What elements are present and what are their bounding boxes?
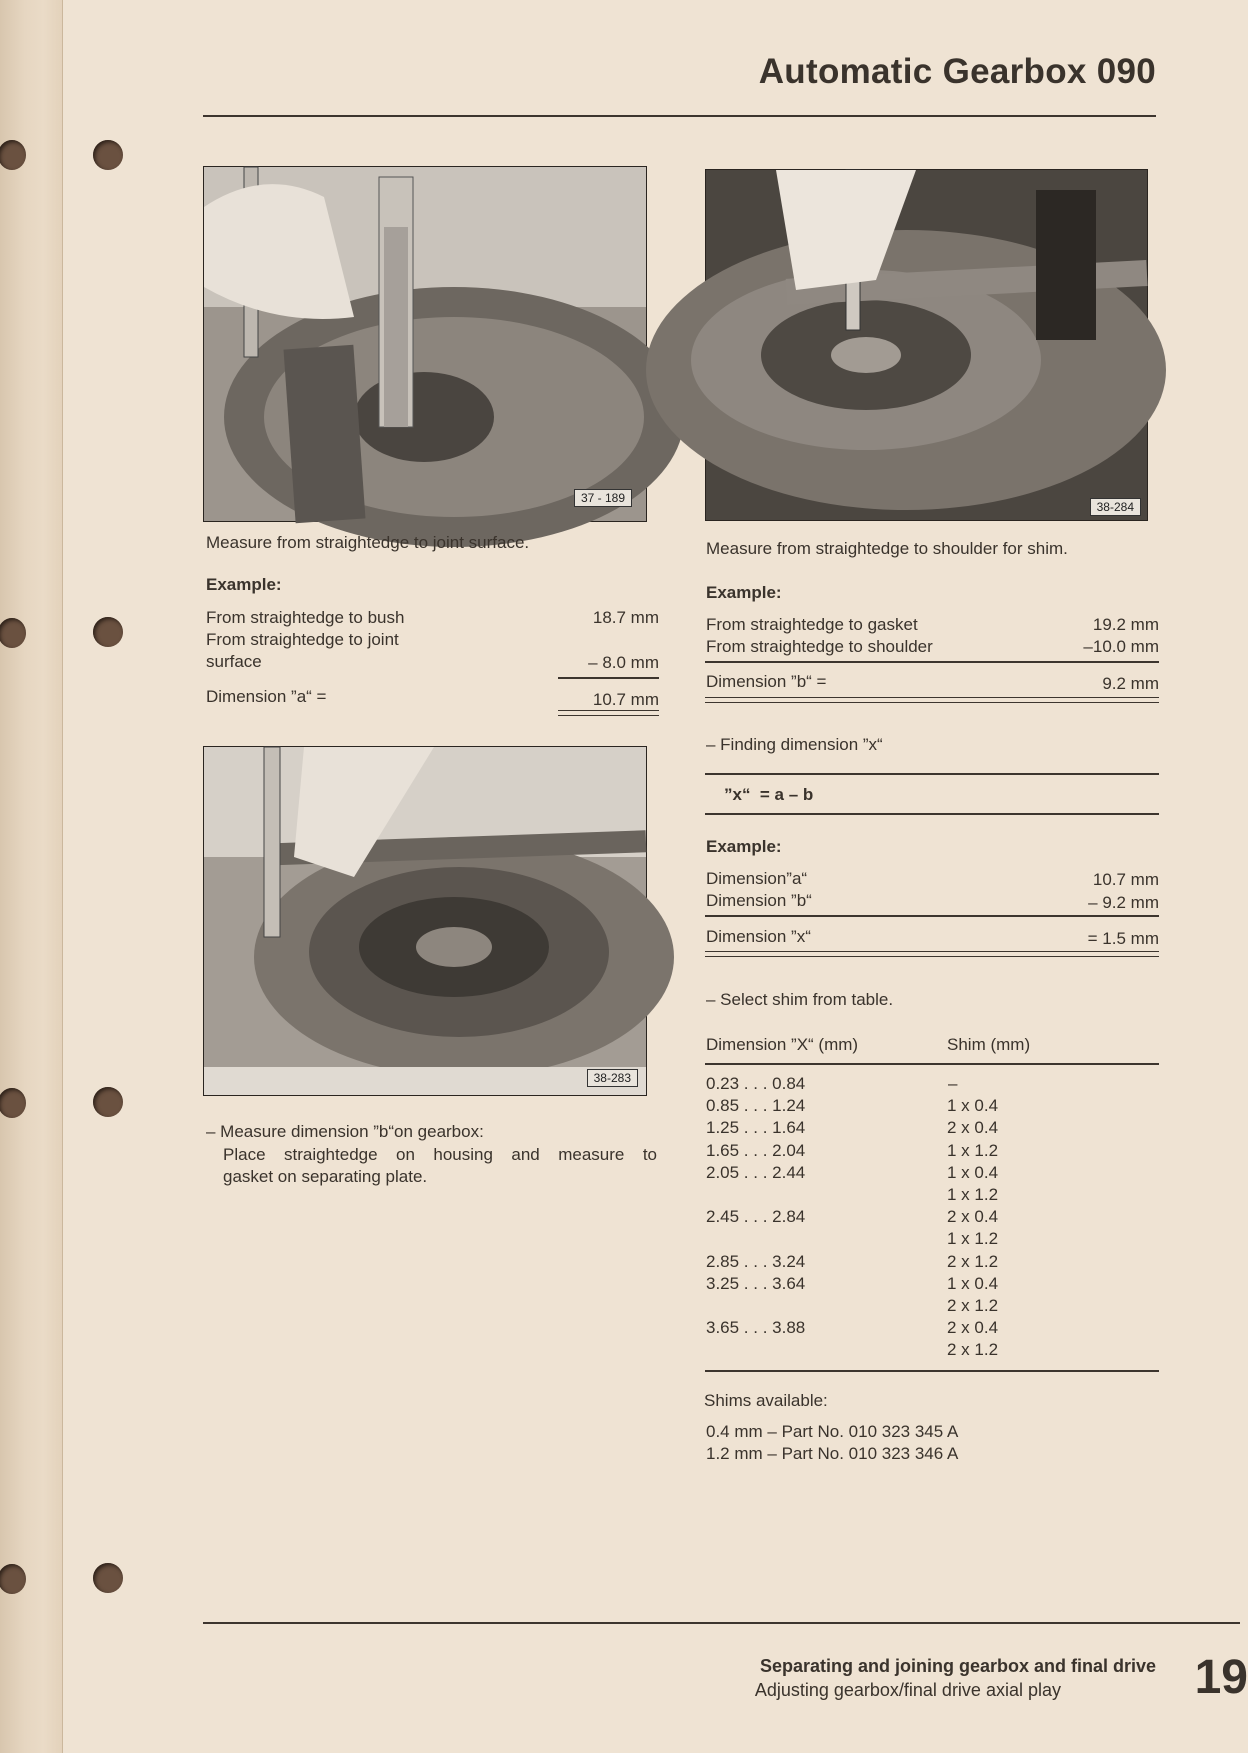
punch-hole (93, 617, 123, 647)
example-row-label: surface (206, 652, 262, 671)
example-row-label: Dimension”a“ (706, 869, 808, 888)
shim-dimension-range: 2.85 . . . 3.24 (706, 1251, 806, 1271)
shim-table-header-dimension: Dimension ”X“ (mm) (706, 1035, 859, 1054)
measure-b-instruction: – Measure dimension ”b“on gearbox: (206, 1122, 484, 1141)
finding-x-intro: – Finding dimension ”x“ (706, 735, 883, 754)
footer-subtitle: Adjusting gearbox/final drive axial play (754, 1680, 1061, 1700)
figure-2-caption: Measure from straightedge to shoulder for shim. (706, 539, 1068, 558)
figure-label: 37 - 189 (574, 489, 632, 507)
footer-section-title: Separating and joining gearbox and final drive (759, 1656, 1156, 1676)
example-row-label: From straightedge to gasket (706, 615, 918, 634)
shim-dimension-range: 0.85 . . . 1.24 (706, 1096, 806, 1116)
shim-table (706, 1074, 1146, 1362)
shim-selection: 1 x 0.4 (947, 1096, 999, 1116)
binder-edge (0, 0, 63, 1753)
shim-dimension-range (706, 1340, 947, 1362)
example-row-label: From straightedge to joint (206, 630, 399, 649)
page-title: Automatic Gearbox 090 (758, 52, 1156, 91)
figure-label: 38-283 (587, 1069, 638, 1087)
shim-table-row (706, 1074, 1146, 1096)
shim-table-row (706, 1318, 1146, 1340)
shim-dimension-range: 1.25 . . . 1.64 (706, 1118, 806, 1138)
example-row-value: –10.0 mm (1083, 637, 1159, 656)
shim-part-number: 1.2 mm – Part No. 010 323 346 A (706, 1444, 959, 1463)
dimension-a-label: Dimension ”a“ = (206, 687, 327, 706)
formula-bottom-rule (705, 813, 1159, 815)
shim-dimension-range: 3.65 . . . 3.88 (706, 1318, 806, 1338)
punch-hole (93, 1563, 123, 1593)
figure-37-189 (203, 166, 647, 522)
subtotal-rule (558, 677, 659, 679)
shim-table-row (706, 1096, 1146, 1118)
punch-hole (93, 140, 123, 170)
example-heading: Example: (206, 575, 282, 594)
total-double-rule (705, 697, 1159, 703)
page-number: 19 (1194, 1651, 1248, 1704)
shim-table-bottom-rule (705, 1370, 1159, 1372)
shim-dimension-range (706, 1296, 947, 1318)
figure-38-284 (705, 169, 1148, 521)
example-row-value: – 9.2 mm (1088, 893, 1159, 912)
shim-selection: 2 x 1.2 (947, 1251, 999, 1271)
shim-selection: 2 x 0.4 (947, 1318, 999, 1338)
shim-selection: 1 x 0.4 (947, 1273, 999, 1293)
shim-table-row (706, 1185, 1146, 1207)
shim-dimension-range: 0.23 . . . 0.84 (706, 1074, 806, 1093)
figure-38-283-image (204, 747, 646, 1095)
example-heading: Example: (706, 583, 782, 602)
shim-dimension-range: 2.05 . . . 2.44 (706, 1162, 806, 1182)
shim-selection: 2 x 0.4 (947, 1118, 999, 1138)
measure-b-instruction-line: Place straightedge on housing and measure to (223, 1145, 657, 1164)
shim-table-row (706, 1296, 1146, 1318)
measure-b-instruction-line: gasket on separating plate. (223, 1167, 428, 1186)
total-double-rule (705, 951, 1159, 957)
shim-table-row (706, 1163, 1146, 1185)
shim-dimension-range: 2.45 . . . 2.84 (706, 1207, 806, 1227)
dimension-b-value: 9.2 mm (1102, 674, 1159, 693)
shim-selection: 1 x 0.4 (947, 1162, 999, 1182)
shim-table-row (706, 1340, 1146, 1362)
select-shim-intro: – Select shim from table. (706, 990, 894, 1009)
dimension-x-value: = 1.5 mm (1087, 929, 1159, 948)
shim-dimension-range: 1.65 . . . 2.04 (706, 1140, 806, 1160)
figure-label: 38-284 (1090, 498, 1141, 516)
shim-selection: 1 x 1.2 (947, 1140, 999, 1160)
shim-table-row (706, 1141, 1146, 1163)
shim-selection: 1 x 1.2 (947, 1229, 999, 1249)
shim-table-header-shim: Shim (mm) (947, 1035, 1031, 1054)
dimension-x-label: Dimension ”x“ (706, 927, 811, 946)
dimension-a-value: 10.7 mm (592, 690, 659, 709)
header-rule (203, 115, 1156, 117)
shim-selection: 2 x 0.4 (947, 1207, 999, 1227)
shim-table-header-rule (705, 1063, 1159, 1065)
example-row-value: 19.2 mm (1092, 615, 1159, 634)
punch-hole (93, 1087, 123, 1117)
example-row-value: 10.7 mm (1092, 870, 1159, 889)
total-double-rule (558, 710, 659, 716)
figure-38-284-image (706, 170, 1147, 520)
subtotal-rule (705, 915, 1159, 917)
subtotal-rule (705, 661, 1159, 663)
figure-1-caption: Measure from straightedge to joint surface. (206, 533, 530, 552)
shim-table-row (706, 1207, 1146, 1229)
formula-top-rule (705, 773, 1159, 775)
figure-37-189-image (204, 167, 646, 521)
shim-table-row (706, 1252, 1146, 1274)
shim-selection: 1 x 1.2 (947, 1184, 999, 1204)
example-row-value: 18.7 mm (592, 608, 659, 627)
footer-rule (203, 1622, 1240, 1624)
shim-dimension-range: 3.25 . . . 3.64 (706, 1273, 806, 1293)
shim-table-row (706, 1229, 1146, 1251)
shim-dimension-range (706, 1229, 947, 1251)
example-row-label: From straightedge to shoulder (706, 637, 933, 656)
shims-available-heading: Shims available: (704, 1391, 828, 1410)
dimension-b-label: Dimension ”b“ = (706, 672, 827, 691)
shim-selection: – (948, 1074, 958, 1093)
shim-selection: 2 x 1.2 (947, 1295, 999, 1315)
example-heading: Example: (706, 837, 782, 856)
example-row-value: – 8.0 mm (588, 653, 659, 672)
shim-table-row (706, 1118, 1146, 1140)
shim-table-row (706, 1274, 1146, 1296)
example-row-label: From straightedge to bush (206, 608, 405, 627)
formula-x: ”x“ = a – b (724, 785, 814, 804)
shim-selection: 2 x 1.2 (947, 1340, 999, 1360)
shim-dimension-range (706, 1185, 947, 1207)
example-row-label: Dimension ”b“ (706, 891, 812, 910)
shim-part-number: 0.4 mm – Part No. 010 323 345 A (706, 1422, 959, 1441)
figure-38-283 (203, 746, 647, 1096)
